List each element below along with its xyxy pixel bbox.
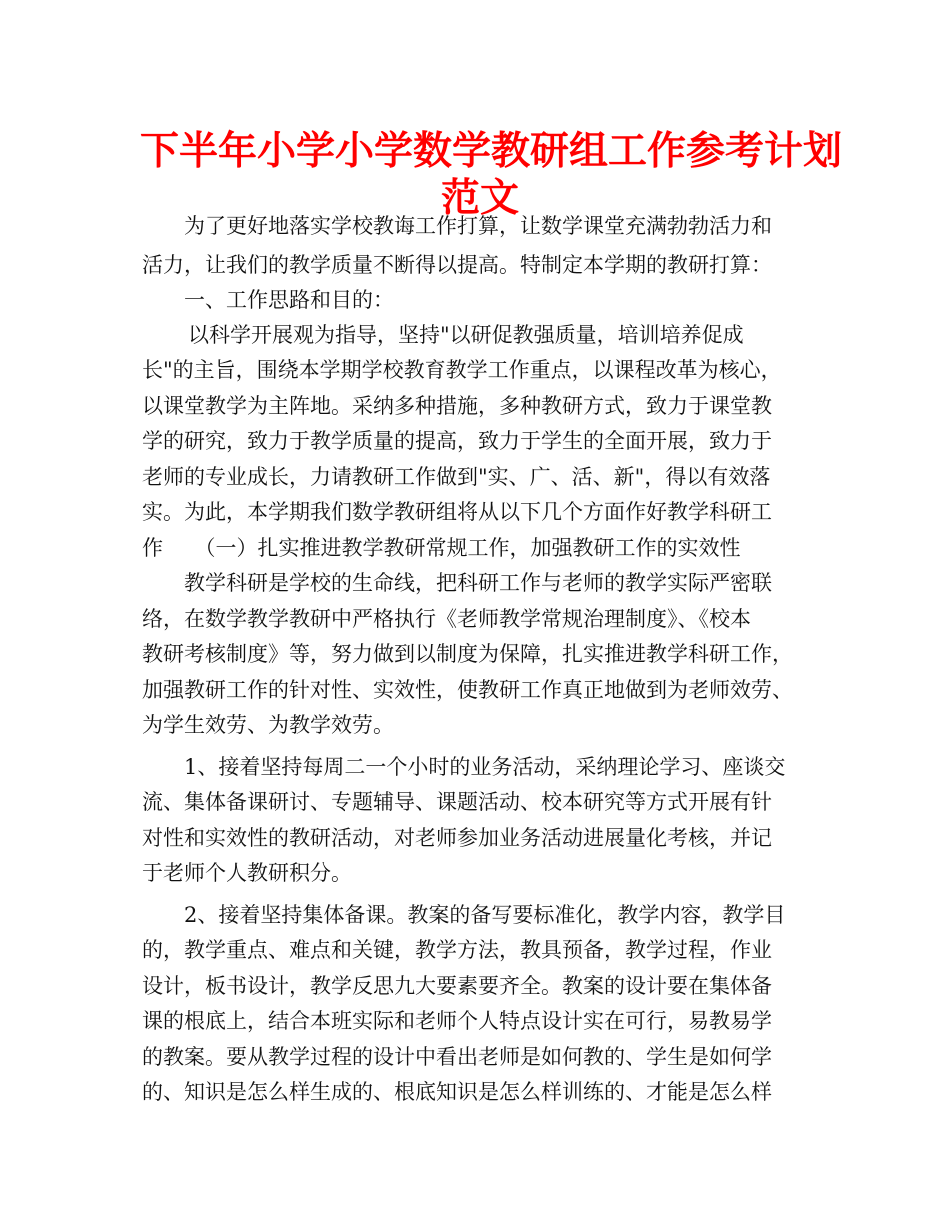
subsection-heading-line: 作 （一）扎实推进教学教研常规工作，加强教研工作的实效性: [142, 536, 741, 560]
paragraph-line: 于老师个人教研积分。: [142, 861, 352, 885]
paragraph-line: 流、集体备课研讨、专题辅导、课题活动、校本研究等方式开展有针: [142, 790, 772, 814]
document-title-line1: 下半年小学小学数学教研组工作参考计划: [140, 129, 843, 174]
paragraph-line: 课的根底上，结合本班实际和老师个人特点设计实在可行，易教易学: [142, 1009, 772, 1033]
paragraph-line: 教研考核制度》等，努力做到以制度为保障，扎实推进教学科研工作，: [142, 642, 793, 666]
paragraph-line: 2、接着坚持集体备课。教案的备写要标准化，教学内容，教学目: [184, 903, 786, 927]
paragraph-line: 长"的主旨，围绕本学期学校教育教学工作重点，以课程改革为核心，: [142, 358, 782, 382]
paragraph-line: 的、知识是怎么样生成的、根底知识是怎么样训练的、才能是怎么样: [142, 1080, 772, 1104]
paragraph-line: 教学科研是学校的生命线，把科研工作与老师的教学实际严密联: [184, 571, 772, 595]
paragraph-line: 为学生效劳、为教学效劳。: [142, 713, 394, 737]
paragraph-line: 实。为此，本学期我们数学教研组将从以下几个方面作好教学科研工: [142, 500, 772, 524]
paragraph-line: 的教案。要从教学过程的设计中看出老师是如何教的、学生是如何学: [142, 1045, 772, 1069]
paragraph-line: 的，教学重点、难点和关键，教学方法，教具预备，教学过程，作业: [142, 938, 772, 962]
paragraph-line: 以科学开展观为指导，坚持"以研促教强质量，培训培养促成: [188, 323, 744, 347]
paragraph-line: 活力，让我们的教学质量不断得以提高。特制定本学期的教研打算：: [142, 253, 772, 277]
paragraph-line: 加强教研工作的针对性、实效性，使教研工作真正地做到为老师效劳、: [142, 678, 793, 702]
section-heading: 一、工作思路和目的：: [184, 288, 394, 312]
paragraph-line: 学的研究，致力于教学质量的提高，致力于学生的全面开展，致力于: [142, 429, 772, 453]
paragraph-line: 设计，板书设计，教学反思九大要素要齐全。教案的设计要在集体备: [142, 974, 772, 998]
paragraph-line: 络，在数学教学教研中严格执行《老师教学常规治理制度》、《校本: [142, 607, 751, 631]
document-title-line2: 范文: [440, 176, 519, 221]
paragraph-line: 对性和实效性的教研活动，对老师参加业务活动进展量化考核，并记: [142, 826, 772, 850]
paragraph-line: 以课堂教学为主阵地。采纳多种措施，多种教研方式，致力于课堂教: [142, 394, 772, 418]
paragraph-line: 老师的专业成长，力请教研工作做到"实、广、活、新"，得以有效落: [142, 465, 771, 489]
paragraph-line: 1、接着坚持每周二一个小时的业务活动，采纳理论学习、座谈交: [184, 755, 786, 779]
paragraph-line: 为了更好地落实学校教诲工作打算，让数学课堂充满勃勃活力和: [184, 214, 772, 238]
